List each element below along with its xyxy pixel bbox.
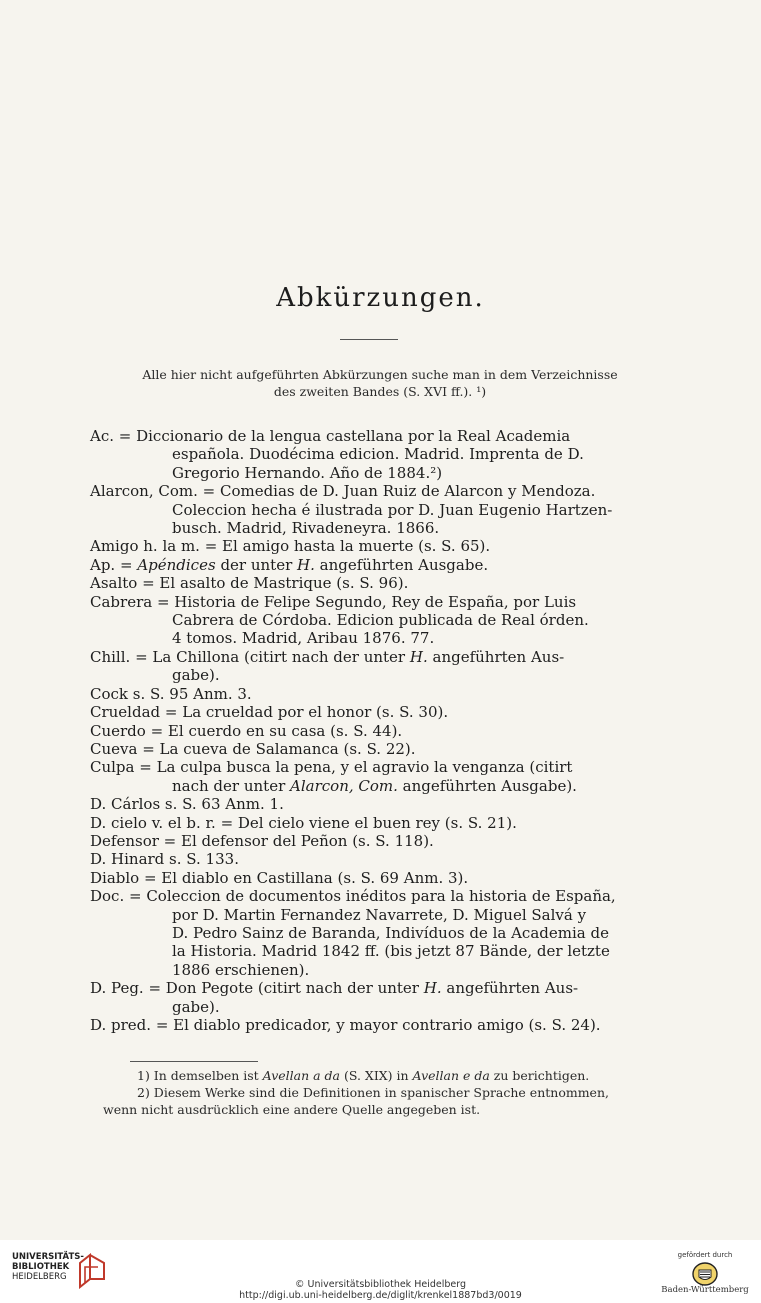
abbreviation-entry	[92, 427, 660, 482]
entry-line: Ac. = Diccionario de la lengua castellana por la Real Academia	[90, 427, 571, 445]
abbreviation-entry	[92, 814, 660, 832]
footnote-divider	[130, 1061, 258, 1062]
entry-line: Cock s. S. 95 Anm. 3.	[90, 684, 252, 703]
entry-continuation: gabe).	[172, 997, 220, 1016]
abbreviation-entry	[92, 685, 660, 703]
abbreviation-entry	[92, 887, 660, 979]
entry-continuation: Coleccion hecha é ilustrada por D. Juan Eugenio Hartzen-	[172, 500, 613, 519]
footnote-2: 2) Diesem Werke sind die Definitionen in spanischer Sprache entnommen,	[137, 1085, 609, 1100]
entry-line: Amigo h. la m. = El amigo hasta la muerte (s. S. 65).	[90, 537, 491, 556]
entry-line: Chill. = La Chillona (citirt nach der unter H. angeführten Aus-	[90, 647, 565, 666]
entry-line: D. cielo v. el b. r. = Del cielo viene el buen rey (s. S. 21).	[90, 813, 517, 832]
abbreviation-entry	[92, 869, 660, 887]
logo-line-3: HEIDELBERG	[12, 1272, 67, 1282]
abbreviation-entry	[92, 482, 660, 537]
entry-continuation: Gregorio Hernando. Año de 1884.²)	[172, 463, 443, 482]
copyright-text: © Universitätsbibliothek Heidelberg	[294, 1279, 466, 1290]
logo-line-1: UNIVERSITÄTS-	[12, 1252, 84, 1262]
footnote-2-cont: wenn nicht ausdrücklich eine andere Quelle angegeben ist.	[103, 1102, 481, 1117]
entry-line: Cabrera = Historia de Felipe Segundo, Rey de España, por Luis	[90, 592, 577, 611]
entry-line: Cueva = La cueva de Salamanca (s. S. 22).	[90, 739, 416, 758]
funder-label: gefördert durch	[677, 1251, 733, 1259]
abbreviation-entry	[92, 740, 660, 758]
entry-line: Defensor = El defensor del Peñon (s. S. 118).	[90, 831, 434, 850]
page-title: Abkürzungen.	[276, 283, 485, 313]
entry-line: D. Cárlos s. S. 63 Anm. 1.	[90, 795, 284, 814]
entry-continuation: D. Pedro Sainz de Baranda, Indivíduos de la Academia de	[172, 923, 609, 942]
entry-line: Doc. = Coleccion de documentos inéditos para la historia de España,	[90, 887, 616, 906]
entry-line: D. pred. = El diablo predicador, y mayor contrario amigo (s. S. 24).	[90, 1016, 601, 1034]
abbreviation-entry	[92, 758, 660, 795]
entry-continuation: busch. Madrid, Rivadeneyra. 1866.	[172, 519, 440, 538]
abbreviation-entry	[92, 703, 660, 721]
abbreviation-entry	[92, 850, 660, 868]
abbreviation-entry	[92, 1016, 660, 1034]
entry-line: Crueldad = La crueldad por el honor (s. S. 30).	[90, 703, 449, 722]
entry-line: D. Hinard s. S. 133.	[90, 850, 239, 869]
entry-continuation: española. Duodécima edicion. Madrid. Imprenta de D.	[172, 445, 584, 464]
footnote-1: 1) In demselben ist Avellan a da (S. XIX) in Avellan e da zu berichtigen.	[137, 1068, 590, 1083]
funder-block	[659, 1251, 751, 1295]
entry-continuation: por D. Martin Fernandez Navarrete, D. Miguel Salvá y	[172, 905, 587, 924]
abbreviation-entry	[92, 832, 660, 850]
abbreviation-entry	[92, 722, 660, 740]
entry-continuation: 4 tomos. Madrid, Aribau 1876. 77.	[172, 629, 435, 648]
abbreviation-entry	[92, 574, 660, 592]
abbreviation-entry	[92, 648, 660, 685]
footnotes	[103, 1067, 663, 1118]
intro-line-2: des zweiten Bandes (S. XVI ff.). ¹)	[273, 384, 487, 399]
entry-continuation: 1886 erschienen).	[172, 960, 310, 979]
permalink[interactable]: http://digi.ub.uni-heidelberg.de/diglit/krenkel1887bd3/0019	[239, 1290, 522, 1301]
entry-continuation: nach der unter Alarcon, Com. angeführten Ausgabe).	[172, 776, 577, 795]
abbreviation-entry	[92, 556, 660, 574]
entry-line: Alarcon, Com. = Comedias de D. Juan Ruiz de Alarcon y Mendoza.	[90, 482, 596, 501]
entry-line: Asalto = El asalto de Mastrique (s. S. 96).	[90, 574, 409, 593]
abbreviation-entry	[92, 537, 660, 555]
funder-name: Baden-Württemberg	[661, 1285, 749, 1295]
entry-continuation: la Historia. Madrid 1842 ff. (bis jetzt 87 Bände, der letzte	[172, 942, 610, 961]
entry-continuation: Cabrera de Córdoba. Edicion publicada de Real órden.	[172, 611, 589, 630]
logo-line-2: BIBLIOTHEK	[12, 1262, 70, 1272]
entry-line: D. Peg. = Don Pegote (citirt nach der unter H. angeführten Aus-	[90, 979, 579, 998]
entry-line: Diablo = El diablo en Castillana (s. S. 69 Anm. 3).	[90, 868, 469, 887]
abbreviation-entry	[92, 795, 660, 813]
coat-of-arms-icon	[691, 1261, 719, 1287]
entry-line: Ap. = Apéndices der unter H. angeführten Ausgabe.	[90, 555, 489, 574]
intro-note	[100, 366, 660, 400]
abbreviation-entry	[92, 593, 660, 648]
entry-line: Culpa = La culpa busca la pena, y el agravio la venganza (citirt	[90, 758, 573, 777]
entry-continuation: gabe).	[172, 666, 220, 685]
abbreviation-list	[92, 427, 660, 1034]
entry-line: Cuerdo = El cuerdo en su casa (s. S. 44).	[90, 721, 403, 740]
abbreviation-entry	[92, 979, 660, 1016]
intro-line-1: Alle hier nicht aufgeführten Abkürzungen suche man in dem Verzeichnisse	[142, 367, 618, 382]
copyright-block	[0, 1279, 761, 1301]
title-divider	[340, 339, 398, 340]
